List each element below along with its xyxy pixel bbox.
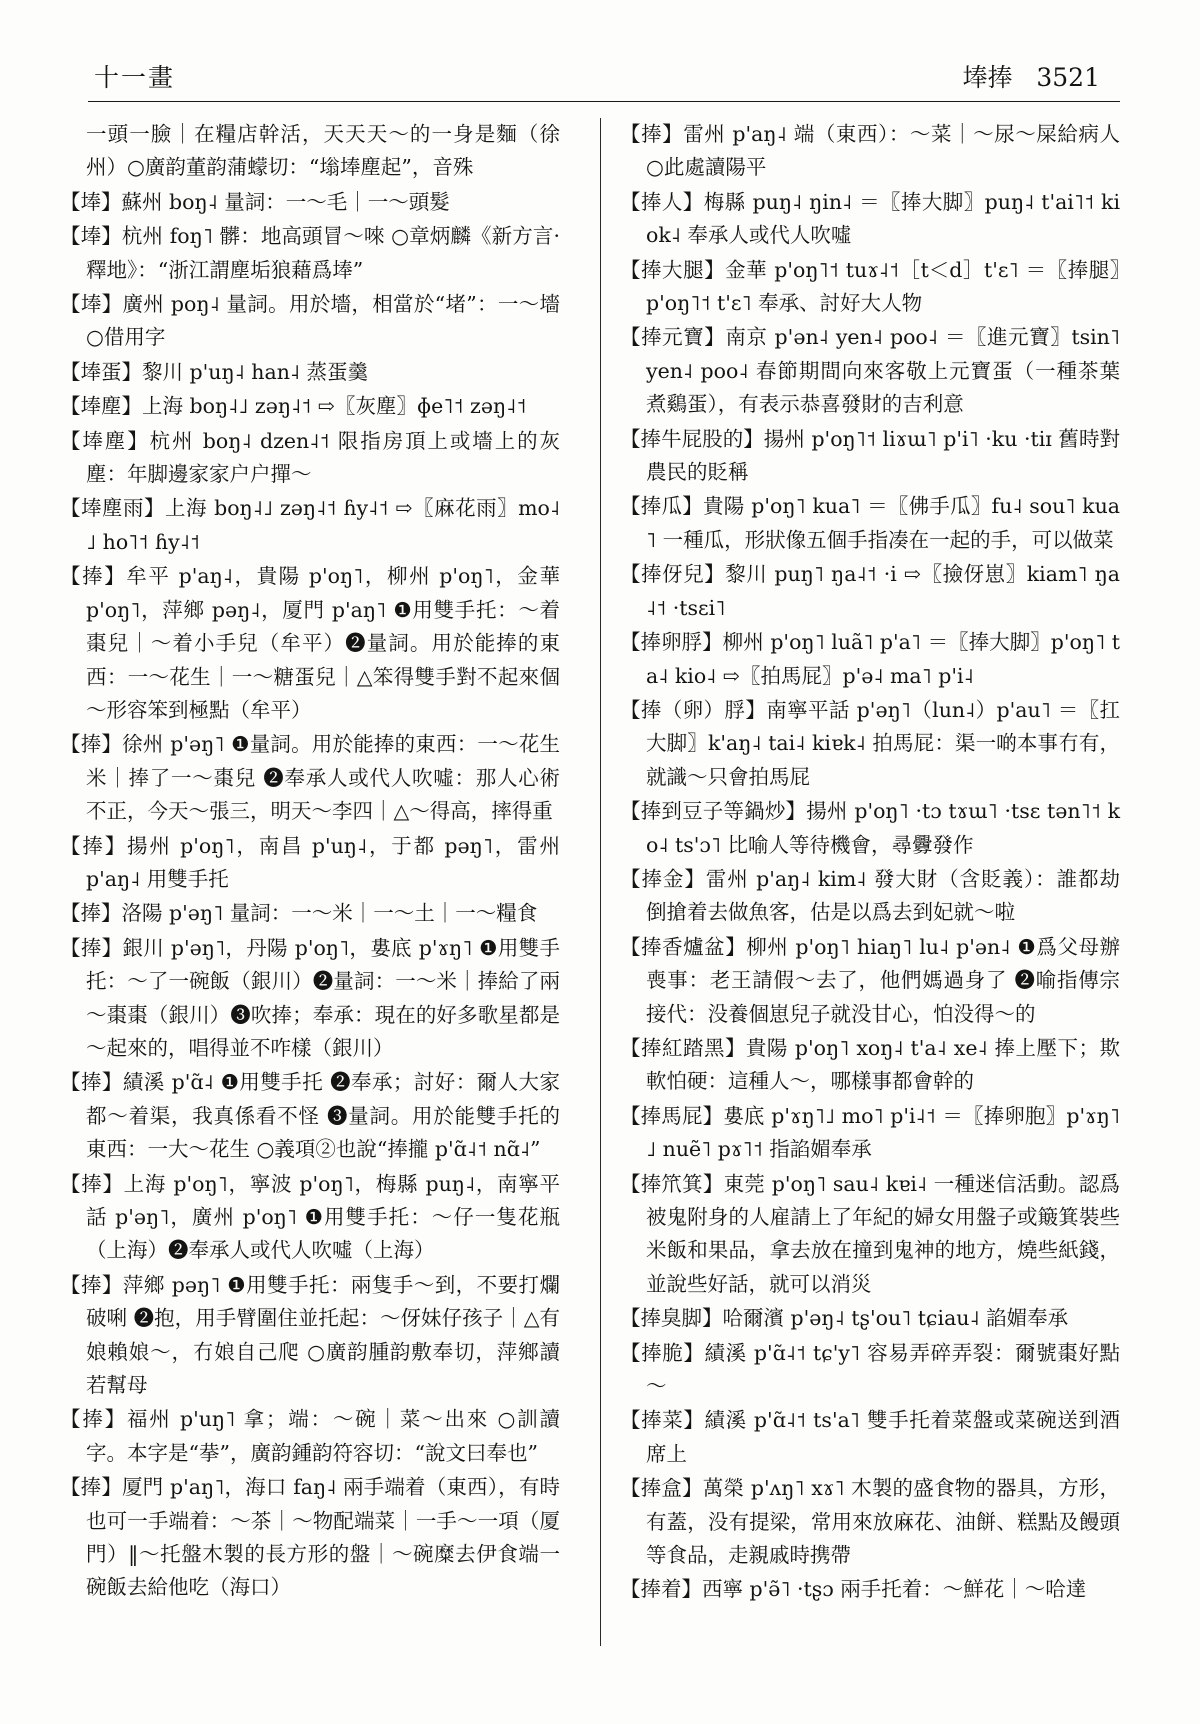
entry-continuation: 一頭一臉｜在糧店幹活，天天天～的一身是麵（徐州）○廣韵董韵蒲蠓切：“塕埲塵起”，音殊	[86, 122, 560, 180]
header-rule	[88, 101, 1120, 102]
dictionary-entry: 【埲塵雨】上海 boŋ˨˩ zəŋ˨˦ ɦy˨˦ ⇨〖麻花雨〗mo˨˩ ho˥˦ ɦy˨˦	[60, 496, 560, 554]
dictionary-entry: 【捧人】梅縣 puŋ˨ ŋin˨ ＝〖捧大脚〗puŋ˨ t'ai˥˦ kiok˨ 奉承人或代人吹噓	[620, 189, 1120, 248]
column-divider	[600, 118, 601, 1646]
dictionary-entry: 【捧】上海 p'oŋ˥，寧波 p'oŋ˥，梅縣 puŋ˨，南寧平話 p'əŋ˥，廣州 p'oŋ˥ ❶用雙手托：～仔一隻花瓶（上海）❷奉承人或代人吹噓（上海）	[60, 1171, 560, 1263]
dictionary-entry: 【捧】萍鄉 pəŋ˥ ❶用雙手托：兩隻手～到，不要打爛破唎 ❷抱，用手臂圍住並托起：～伢妹仔孩子｜△有娘賴娘～，冇娘自己爬 ○廣韵腫韵敷奉切，萍鄉讀若幫母	[60, 1272, 560, 1398]
dictionary-entry: 【捧】績溪 p'ɑ̃˨ ❶用雙手托 ❷奉承；討好：爾人大家都～着渠，我真係看不怪 ❸量詞。用於能雙手托的東西：一大～花生 ○義項②也說“捧攏 p'ɑ̃˨˦ nɑ̃˨”	[60, 1070, 560, 1162]
dictionary-entry: 【埲蛋】黎川 p'uŋ˨ han˨ 蒸蛋羹	[60, 359, 369, 384]
left-column	[60, 118, 560, 1606]
dictionary-entry: 【捧金】雷州 p'aŋ˨ kim˨ 發大財（含貶義）：誰都劫倒搶着去做魚客，估是以爲去到妃就～啦	[620, 866, 1120, 925]
dictionary-entry: 【捧】厦門 p'aŋ˥，海口 faŋ˨ 兩手端着（東西），有時也可一手端着：～茶｜～物配端菜｜一手～一項（厦門）‖～托盤木製的長方形的盤｜～碗糜去伊食端一碗飯去給他吃（海口）	[60, 1475, 560, 1600]
dictionary-entry: 【埲塵】杭州 boŋ˨ dzen˨˦ 限指房頂上或墻上的灰塵：年脚邊家家户户撣～	[60, 428, 560, 487]
page-header	[88, 54, 1120, 102]
dictionary-entry: 【捧】福州 p'uŋ˥ 拿；端：～碗｜菜～出來 ○訓讀字。本字是“拲”，廣韵鍾韵符容切：“說文曰奉也”	[60, 1407, 560, 1465]
dictionary-entry: 【捧牛屁股的】揚州 p'oŋ˥˦ liɤɯ˥ p'i˥ ·ku ·tiɪ 舊時對農民的貶稱	[620, 426, 1120, 485]
dictionary-entry: 【捧盒】萬榮 p'ʌŋ˥ xɤ˥ 木製的盛食物的器具，方形，有蓋，没有提梁，常用來放麻花、油餅、糕點及饅頭等食品，走親戚時携帶	[620, 1476, 1120, 1568]
dictionary-entry: 【捧臭脚】哈爾濱 p'əŋ˨ tʂ'ou˥ tɕiau˨ 諂媚奉承	[620, 1306, 1069, 1331]
dictionary-entry: 【捧大腿】金華 p'oŋ˥˦ tuɤ˨˦［t＜d］t'ɛ˥ ＝〖捧腿〗p'oŋ˥˦ t'ɛ˥ 奉承、討好大人物	[620, 257, 1120, 316]
dictionary-entry: 【捧卵脬】柳州 p'oŋ˥ luã˥ p'a˥ ＝〖捧大脚〗p'oŋ˥ ta˨ kio˨ ⇨〖拍馬屁〗p'ə˨ ma˥ p'i˨	[620, 630, 1120, 688]
dictionary-entry: 【捧】雷州 p'aŋ˨ 端（東西）：～菜｜～尿～屎給病人 ○此處讀陽平	[620, 122, 1120, 180]
dictionary-entry: 【埲】杭州 foŋ˥ 髒：地高頭冒～唻 ○章炳麟《新方言·釋地》：“浙江謂塵垢狼藉爲埲”	[60, 224, 560, 282]
dictionary-entry: 【埲】廣州 poŋ˨ 量詞。用於墻，相當於“堵”：一～墻 ○借用字	[60, 292, 560, 350]
headword-range: 埲捧	[962, 63, 1013, 92]
dictionary-entry: 【捧菜】績溪 p'ɑ̃˨˦ ts'a˥ 雙手托着菜盤或菜碗送到酒席上	[620, 1408, 1120, 1466]
dictionary-entry: 【捧笊箕】東莞 p'oŋ˥ sau˨ kɐi˨ 一種迷信活動。認爲被鬼附身的人雇請上了年紀的婦女用盤子或簸箕裝些米飯和果品，拿去放在撞到鬼神的地方，燒些紙錢，並說些好話，就可以消災	[620, 1171, 1120, 1296]
dictionary-entry: 【捧脆】績溪 p'ɑ̃˨˦ tɕ'y˥ 容易弄碎弄裂：爾號棗好點～	[620, 1340, 1120, 1399]
dictionary-entry: 【捧馬屁】婁底 p'ɤŋ˥˩ mo˥ p'i˨˦ ＝〖捧卵胞〗p'ɤŋ˥˩ nuẽ˥ pɤ˥˦ 指諂媚奉承	[620, 1103, 1120, 1162]
dictionary-entry: 【捧紅踏黑】貴陽 p'oŋ˥ xoŋ˨ t'a˨ xe˨ 捧上壓下；欺軟怕硬：這種人～，哪樣事都會幹的	[620, 1035, 1120, 1094]
dictionary-entry: 【捧到豆子等鍋炒】揚州 p'oŋ˥ ·tɔ tɤɯ˥ ·tsɛ tən˥˦ ko˨ ts'ɔ˥ 比喻人等待機會，尋釁發作	[620, 799, 1120, 857]
dictionary-entry: 【捧伢兒】黎川 puŋ˥ ŋa˨˦ ·i ⇨〖撿伢崽〗kiam˥ ŋa˨˦ ·tsɛi˥	[620, 562, 1120, 620]
right-column	[620, 118, 1120, 1608]
dictionary-entry: 【捧瓜】貴陽 p'oŋ˥ kua˥ ＝〖佛手瓜〗fu˨ sou˥ kua˥ 一種瓜，形狀像五個手指凑在一起的手，可以做菜	[620, 494, 1120, 552]
section-title: 十一畫	[94, 63, 176, 92]
dictionary-entry: 【捧香爐盆】柳州 p'oŋ˥ hiaŋ˥ lu˨ p'ən˨ ❶爲父母辦喪事：老王請假～去了，他們媽過身了 ❷喻指傳宗接代：没養個崽兒子就没甘心，怕没得～的	[620, 934, 1120, 1026]
running-head	[963, 58, 1100, 94]
dictionary-entry: 【捧元寶】南京 p'ən˨ yen˨ poo˨ ＝〖進元寶〗tsin˥ yen˨ poo˨ 春節期間向來客敬上元寶蛋（一種茶葉煮鷄蛋），有表示恭喜發財的吉利意	[620, 325, 1120, 417]
page-number: 3521	[1036, 63, 1100, 92]
dictionary-entry: 【捧（卵）脬】南寧平話 p'əŋ˥（lun˨）p'au˥ ＝〖扛大脚〗k'aŋ˨ tai˨ kiɐk˨ 拍馬屁：渠一啲本事冇有，就識～只會拍馬屁	[620, 697, 1120, 789]
dictionary-entry: 【捧】銀川 p'əŋ˥，丹陽 p'oŋ˥，婁底 p'ɤŋ˥ ❶用雙手托：～了一碗飯（銀川）❷量詞：一～米｜捧給了兩～棗棗（銀川）❸吹捧；奉承：現在的好多歌星都是～起來的，唱得並不咋樣（銀川）	[60, 935, 560, 1060]
dictionary-entry: 【捧】徐州 p'əŋ˥ ❶量詞。用於能捧的東西：一～花生米｜捧了一～棗兒 ❷奉承人或代人吹噓：那人心術不正，今天～張三，明天～李四｜△～得高，摔得重	[60, 732, 560, 824]
dictionary-entry: 【捧着】西寧 p'ə̃˥ ·tʂɔ 兩手托着：～鮮花｜～哈達	[620, 1577, 1087, 1602]
dictionary-entry: 【捧】牟平 p'aŋ˨，貴陽 p'oŋ˥，柳州 p'oŋ˥，金華 p'oŋ˥，萍鄉 pəŋ˨，厦門 p'aŋ˥ ❶用雙手托：～着棗兒｜～着小手兒（牟平）❷量詞。用於能捧的東西：一～花生｜一～糖蛋兒｜△笨得雙手對不起來個～形容笨到極點（牟平）	[60, 564, 560, 722]
dictionary-entry: 【埲】蘇州 boŋ˨ 量詞：一～毛｜一～頭髮	[60, 189, 450, 214]
dictionary-entry: 【捧】揚州 p'oŋ˥，南昌 p'uŋ˨，于都 pəŋ˥，雷州 p'aŋ˨ 用雙手托	[60, 833, 560, 891]
dictionary-entry: 【捧】洛陽 p'əŋ˥ 量詞：一～米｜一～土｜一～糧食	[60, 901, 538, 926]
dictionary-entry: 【埲塵】上海 boŋ˨˩ zəŋ˨˦ ⇨〖灰塵〗ɸe˥˦ zəŋ˨˦	[60, 394, 527, 419]
